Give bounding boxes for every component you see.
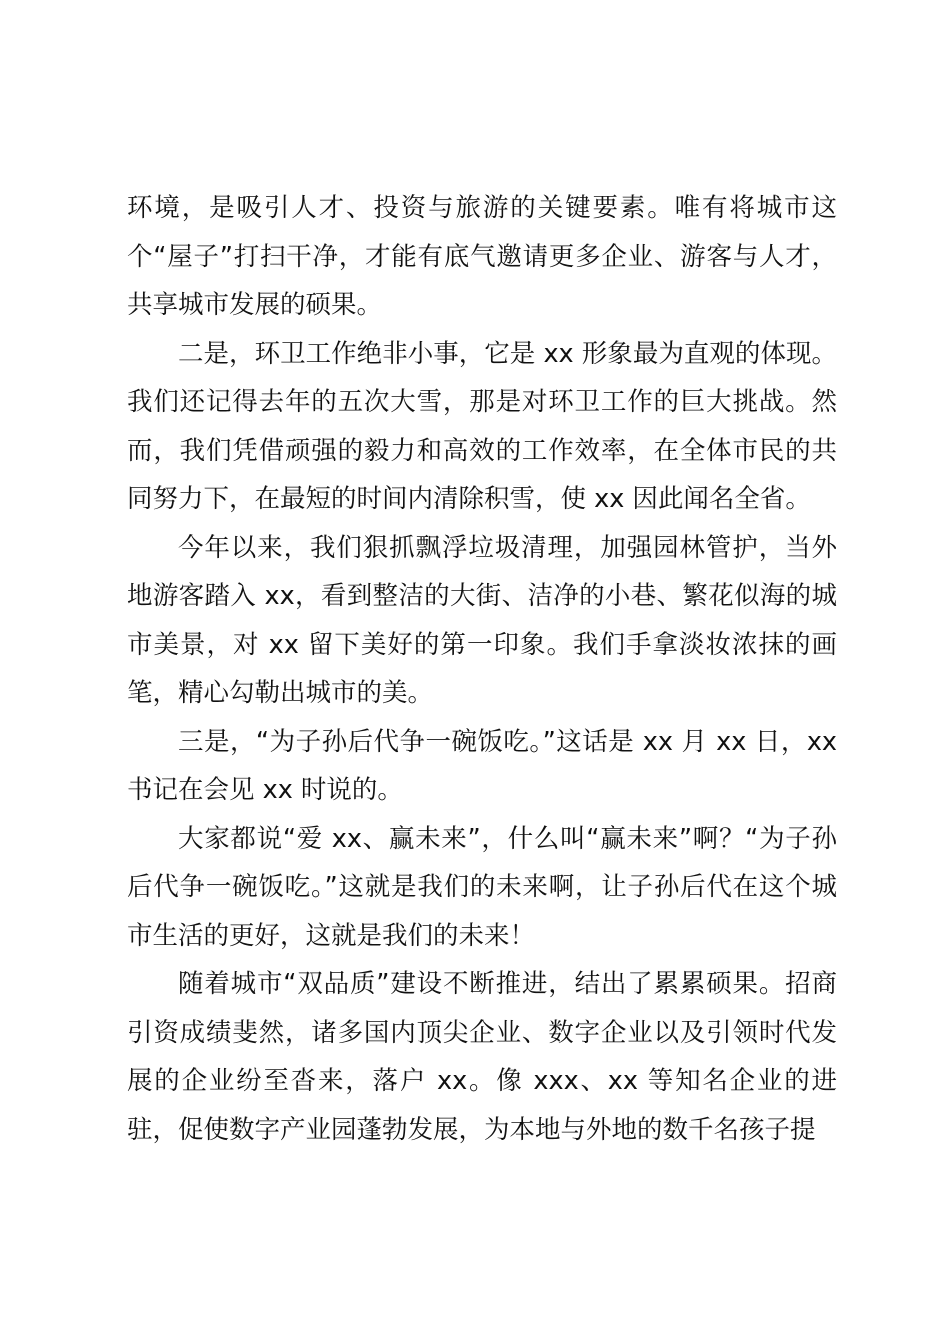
paragraph-sanitation: 二是，环卫工作绝非小事，它是 xx 形象最为直观的体现。我们还记得去年的五次大雪，那是对环卫工作的巨大挑战。然而，我们凭借顽强的毅力和高效的工作效率，在全体市民的共同努力下，在最短的时间内清除积雪，使 xx 因此闻名全省。 (127, 338, 837, 514)
paragraph-future: 大家都说“爱 xx、赢未来”，什么叫“赢未来”啊？“为子孙后代争一碗饭吃。”这就是我们的未来啊，让子孙后代在这个城市生活的更好，这就是我们的未来！ (127, 823, 837, 951)
paragraph-third-point: 三是，“为子孙后代争一碗饭吃。”这话是 xx 月 xx 日，xx 书记在会见 xx 时说的。 (127, 726, 837, 805)
paragraph-environment: 环境，是吸引人才、投资与旅游的关键要素。唯有将城市这个“屋子”打扫干净，才能有底气邀请更多企业、游客与人才，共享城市发展的硕果。 (127, 193, 837, 320)
paragraph-dual-quality: 随着城市“双品质”建设不断推进，结出了累累硕果。招商引资成绩斐然，诸多国内顶尖企业、数字企业以及引领时代发展的企业纷至沓来，落户 xx。像 xxx、xx 等知名企业的进驻，促使数字产业园蓬勃发展，为本地与外地的数千名孩子提 (127, 969, 837, 1145)
document-body (127, 184, 837, 1154)
paragraph-this-year: 今年以来，我们狠抓飘浮垃圾清理，加强园林管护，当外地游客踏入 xx，看到整洁的大街、洁净的小巷、繁花似海的城市美景，对 xx 留下美好的第一印象。我们手拿淡妆浓抹的画笔，精心勾勒出城市的美。 (127, 532, 837, 708)
